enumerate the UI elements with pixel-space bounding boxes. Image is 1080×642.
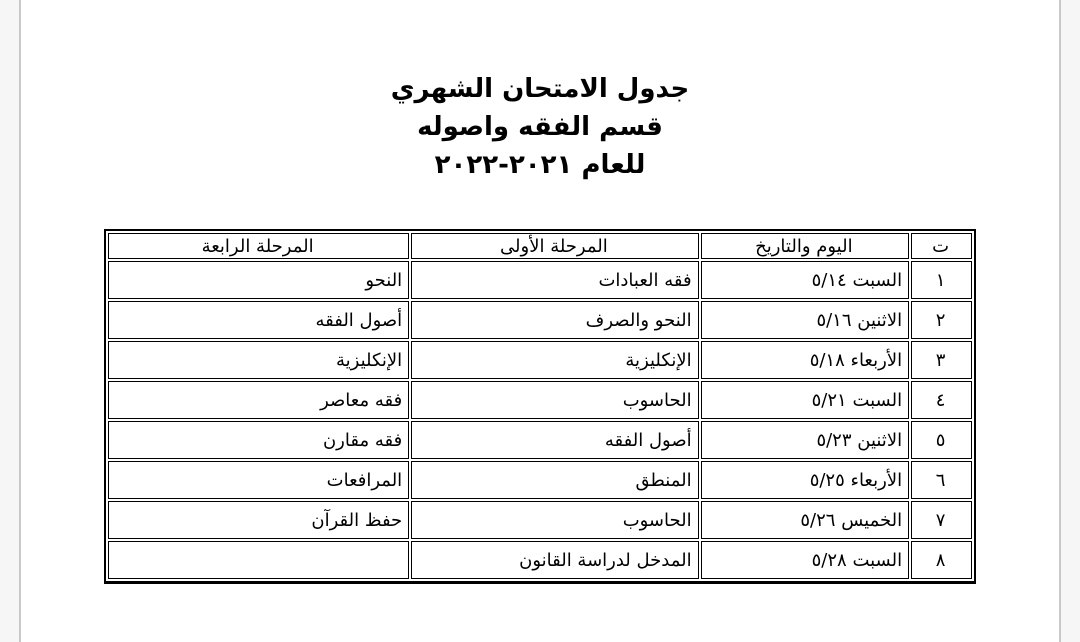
- table-row: [108, 261, 972, 299]
- cell-stage-one: المنطق: [411, 461, 698, 499]
- table-row: [108, 461, 972, 499]
- cell-stage-four: النحو: [108, 261, 409, 299]
- cell-index: ٧: [911, 501, 972, 539]
- exam-schedule-table: [104, 229, 976, 584]
- cell-day-date: السبت ٥/٢٨: [701, 541, 909, 579]
- header-index: ت: [911, 233, 972, 259]
- cell-index: ٨: [911, 541, 972, 579]
- document-page: [19, 0, 1061, 642]
- cell-stage-one: النحو والصرف: [411, 301, 698, 339]
- title-line-3: للعام ٢٠٢١-٢٠٢٢: [434, 150, 646, 180]
- cell-stage-one: الإنكليزية: [411, 341, 698, 379]
- cell-stage-one: المدخل لدراسة القانون: [411, 541, 698, 579]
- cell-index: ٦: [911, 461, 972, 499]
- cell-stage-one: فقه العبادات: [411, 261, 698, 299]
- cell-day-date: الأربعاء ٥/٢٥: [701, 461, 909, 499]
- table-row: [108, 501, 972, 539]
- header-stage-one: المرحلة الأولى: [411, 233, 698, 259]
- document-title: [21, 70, 1059, 184]
- cell-stage-one: الحاسوب: [411, 501, 698, 539]
- table-header-row: [108, 233, 972, 259]
- title-line-1: جدول الامتحان الشهري: [390, 74, 690, 104]
- table-row: [108, 341, 972, 379]
- title-line-2: قسم الفقه واصوله: [417, 112, 663, 142]
- cell-stage-four: المرافعات: [108, 461, 409, 499]
- cell-day-date: السبت ٥/٢١: [701, 381, 909, 419]
- cell-index: ٤: [911, 381, 972, 419]
- cell-day-date: الاثنين ٥/٢٣: [701, 421, 909, 459]
- cell-index: ٢: [911, 301, 972, 339]
- cell-day-date: الخميس ٥/٢٦: [701, 501, 909, 539]
- table-row: [108, 301, 972, 339]
- cell-stage-four: [108, 541, 409, 579]
- cell-stage-four: حفظ القرآن: [108, 501, 409, 539]
- cell-stage-one: أصول الفقه: [411, 421, 698, 459]
- cell-stage-four: فقه معاصر: [108, 381, 409, 419]
- cell-index: ٣: [911, 341, 972, 379]
- cell-index: ٥: [911, 421, 972, 459]
- cell-day-date: السبت ٥/١٤: [701, 261, 909, 299]
- cell-day-date: الاثنين ٥/١٦: [701, 301, 909, 339]
- table-row: [108, 381, 972, 419]
- cell-day-date: الأربعاء ٥/١٨: [701, 341, 909, 379]
- cell-stage-one: الحاسوب: [411, 381, 698, 419]
- cell-stage-four: أصول الفقه: [108, 301, 409, 339]
- table-row: [108, 541, 972, 579]
- cell-stage-four: الإنكليزية: [108, 341, 409, 379]
- cell-index: ١: [911, 261, 972, 299]
- cell-stage-four: فقه مقارن: [108, 421, 409, 459]
- table-row: [108, 421, 972, 459]
- header-day-date: اليوم والتاريخ: [701, 233, 909, 259]
- header-stage-four: المرحلة الرابعة: [108, 233, 409, 259]
